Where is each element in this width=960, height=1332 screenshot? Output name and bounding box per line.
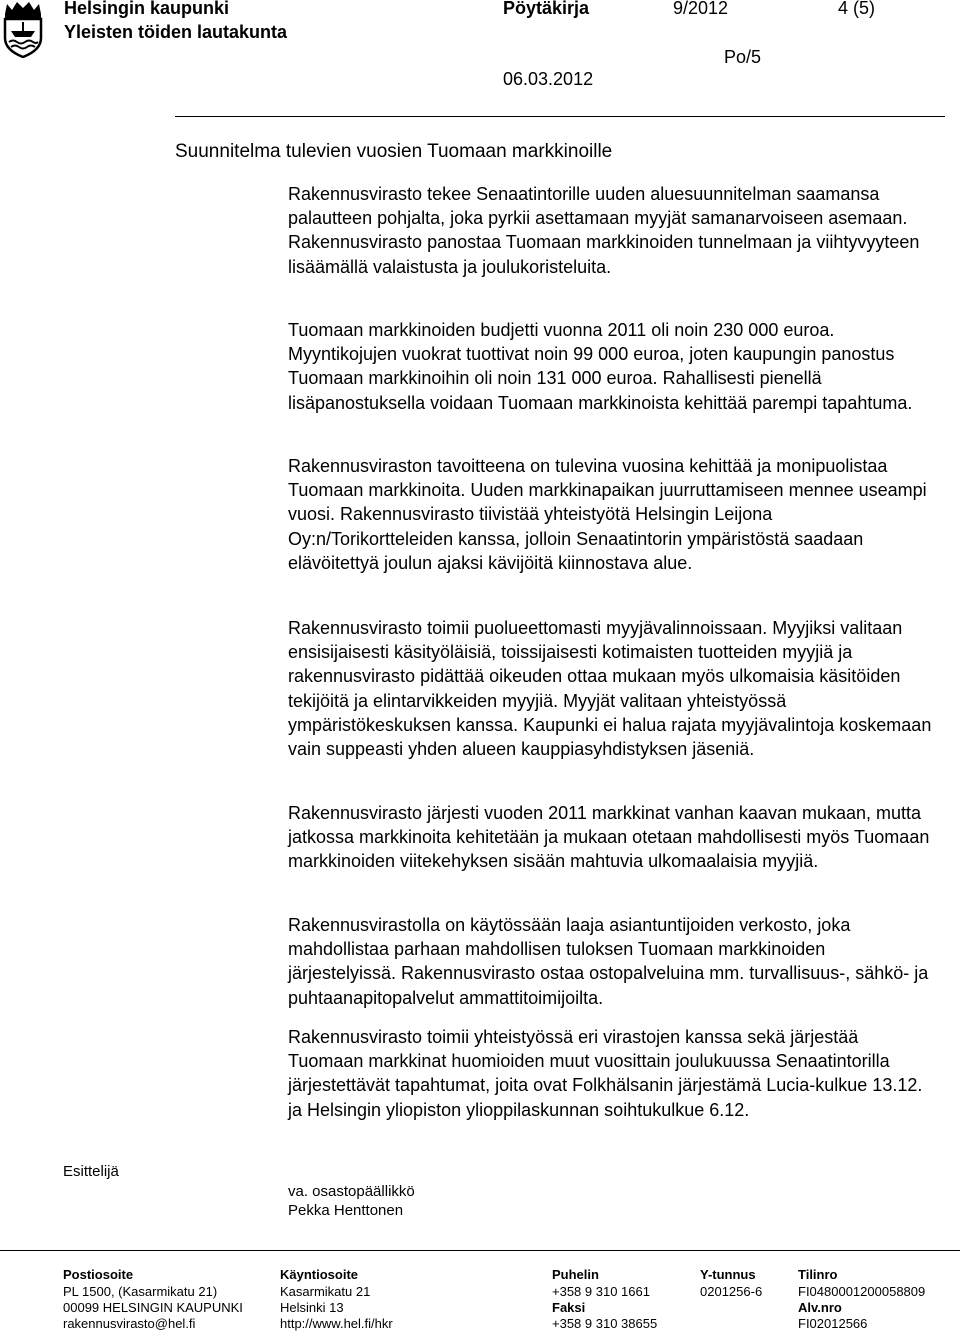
document-type: Pöytäkirja	[503, 0, 590, 18]
footer-phone-label: Puhelin	[552, 1267, 599, 1282]
footer-fax-label: Faksi	[552, 1300, 586, 1315]
footer-business-id-label: Y-tunnus	[700, 1267, 756, 1282]
footer-account-value: FI0480001200058809	[798, 1284, 926, 1299]
footer-website-link[interactable]: http://www.hel.fi/hkr	[280, 1316, 393, 1331]
footer-business-id-value: 0201256-6	[700, 1284, 763, 1299]
board-name: Yleisten töiden lautakunta	[64, 22, 288, 42]
body-paragraph: Rakennusvirasto toimii yhteistyössä eri virastojen kanssa sekä järjestää Tuomaan markkinat huomioiden muut vuosittain joulukuussa Senaatintorilla järjestettävät tapahtumat, joita ovat Folkhälsanin järjestämä Lucia-kulkue 13.12. ja Helsingin yliopiston ylioppilaskunnan soihtukulkue 6.12.	[288, 1027, 923, 1120]
body-paragraph: Rakennusviraston tavoitteena on tulevina vuosina kehittää ja monipuolistaa Tuomaan markkinoita. Uuden markkinapaikan juurruttamiseen mennee useampi vuosi. Rakennusvirasto tiivistää yhteistyötä Helsingin Leijona Oy:n/Torikortteleiden kanssa, jolloin Senaatintorin ympäristöstä saadaan elävöitettyä joulun ajaksi kävijöitä kiinnostava alue.	[288, 456, 927, 573]
footer-fax-value: +358 9 310 38655	[552, 1316, 658, 1331]
body-paragraph: Tuomaan markkinoiden budjetti vuonna 2011 oli noin 230 000 euroa. Myyntikojujen vuokrat tuottivat noin 99 000 euroa, joten kaupungin panostus Tuomaan markkinoihin oli noin 131 000 euroa. Rahallisesti pienellä lisäpanostuksella voidaan Tuomaan markkinoista kehittää parempi tapahtuma.	[288, 320, 913, 413]
helsinki-coat-of-arms-logo	[1, 0, 45, 58]
footer-postal-line: PL 1500, (Kasarmikatu 21)	[63, 1284, 218, 1299]
footer-email-link[interactable]: rakennusvirasto@hel.fi	[63, 1316, 196, 1331]
body-paragraph: Rakennusvirasto toimii puolueettomasti myyjävalinnoissaan. Myyjiksi valitaan ensisijaisesti käsityöläisiä, toissijaisesti kotimaisten tuotteiden myyjiä ja rakennusvirasto pidättää oikeuden ottaa mukaan myös ulkomaisia käsitöiden tekijöitä ja elintarvikkeiden myyjiä. Myyjät valitaan yhteistyössä ympäristökeskuksen kanssa. Kaupunki ei halua rajata myyjävalintoja koskemaan vain suppeasti yhden alueen kauppiasyhdistyksen jäseniä.	[288, 618, 932, 760]
page-number: 4 (5)	[838, 0, 876, 18]
header-divider	[175, 116, 945, 117]
footer-postal-line: 00099 HELSINGIN KAUPUNKI	[63, 1300, 243, 1315]
presenter-label: Esittelijä	[63, 1163, 119, 1180]
footer-visiting-line: Kasarmikatu 21	[280, 1284, 371, 1299]
footer-account-label: Tilinro	[798, 1267, 838, 1282]
footer-phone-value: +358 9 310 1661	[552, 1284, 650, 1299]
footer-visiting-label: Käyntiosoite	[280, 1267, 359, 1282]
meeting-date: 06.03.2012	[503, 69, 594, 89]
footer-vat-label: Alv.nro	[798, 1300, 842, 1315]
presenter-title: va. osastopäällikkö	[288, 1183, 415, 1200]
footer-divider	[0, 1250, 960, 1251]
city-name: Helsingin kaupunki	[64, 0, 230, 18]
footer-vat-value: FI02012566	[798, 1316, 868, 1331]
body-paragraph: Rakennusvirastolla on käytössään laaja asiantuntijoiden verkosto, joka mahdollistaa parhaan mahdollisen tuloksen Tuomaan markkinoiden järjestelyissä. Rakennusvirasto ostaa ostopalveluina mm. turvallisuus-, sähkö- ja puhtaanapitopalvelut ammattitoimijoilta.	[288, 915, 929, 1008]
document-number: 9/2012	[673, 0, 729, 18]
body-paragraph: Rakennusvirasto tekee Senaatintorille uuden aluesuunnitelman saamansa palautteen pohjalta, joka pyrkii asettamaan myyjät samanarvoiseen asemaan. Rakennusvirasto panostaa Tuomaan markkinoiden tunnelmaan ja viihtyvyyteen lisäämällä valaistusta ja joulukoristeluita.	[288, 184, 920, 277]
section-code: Po/5	[724, 47, 762, 67]
presenter-name: Pekka Henttonen	[288, 1202, 404, 1219]
section-title: Suunnitelma tulevien vuosien Tuomaan markkinoille	[175, 141, 613, 162]
footer-visiting-line: Helsinki 13	[280, 1300, 344, 1315]
body-paragraph: Rakennusvirasto järjesti vuoden 2011 markkinat vanhan kaavan mukaan, mutta jatkossa markkinoita kehitetään ja mukaan otetaan mahdollisesti myös Tuomaan markkinoiden viitekehyksen sisään mahtuvia ulkomaalaisia myyjiä.	[288, 803, 930, 872]
footer-postal-label: Postiosoite	[63, 1267, 134, 1282]
